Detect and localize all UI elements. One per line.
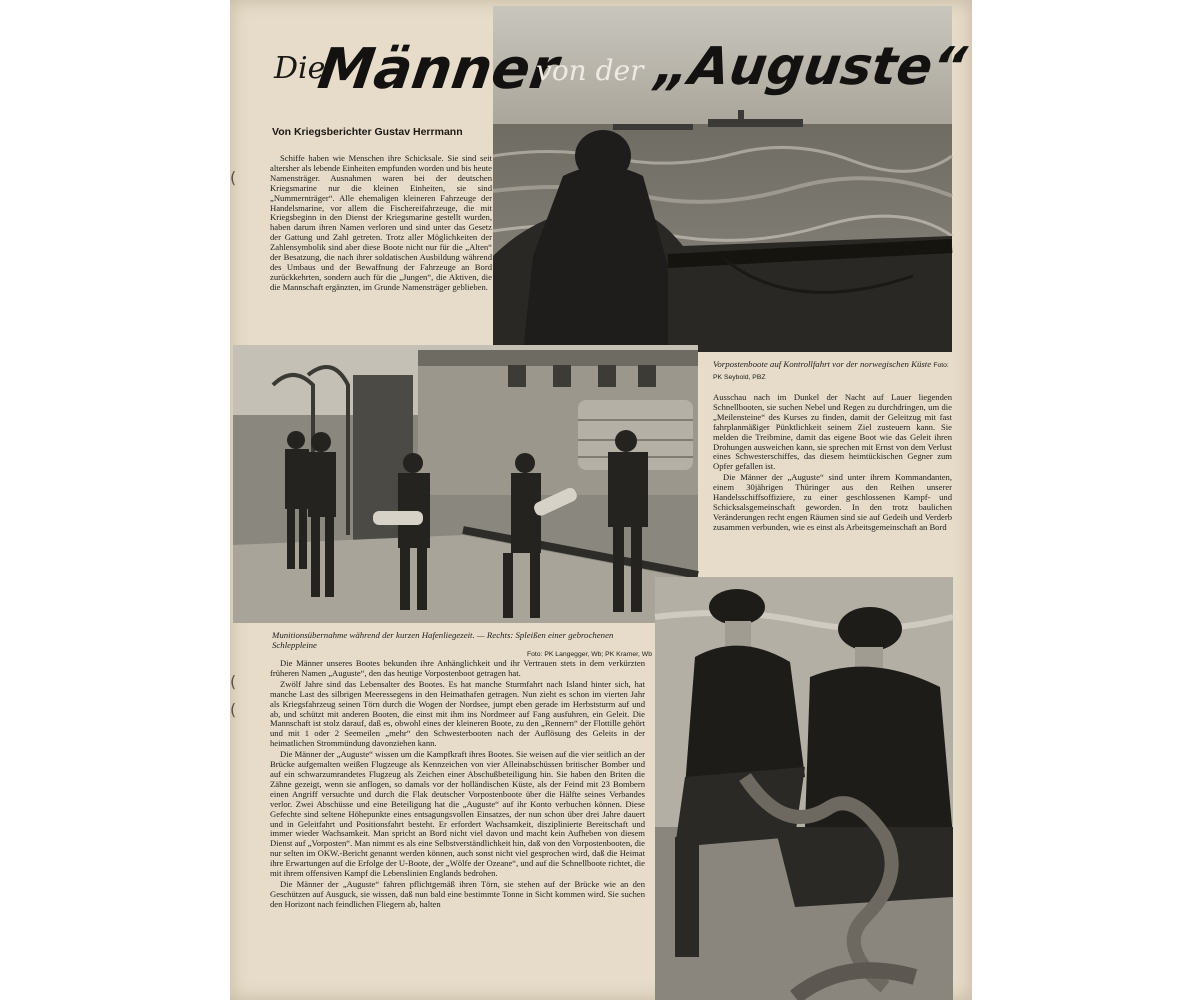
caption-middle xyxy=(272,630,652,660)
headline-maenner: Männer xyxy=(314,37,563,102)
intro-text xyxy=(270,154,492,294)
caption-middle-credit: Foto: PK Langegger, Wb; PK Kramer, Wb xyxy=(526,651,652,658)
photo-splicing-rope xyxy=(655,577,953,1000)
headline xyxy=(268,18,970,113)
main-column-text xyxy=(270,659,645,911)
paragraph: Die Männer unseres Bootes bekunden ihre Anhänglichkeit und ihr Vertrauen stets in dem verkürzten früheren Namen „Auguste“, den das heutige Vorpostenboot getragen hat. xyxy=(270,658,645,678)
paragraph: Zwölf Jahre sind das Lebensalter des Bootes. Es hat manche Sturmfahrt nach Island hinter sich, hat manche Last des silbrigen Meeressegens in den Heimathafen getragen. Nun zieht es schon im vierten Jahr als Kriegsfahrzeug seinen Törn durch die Wogen der Nordsee, jumpt eben gerade im Herbststurm auf und ab, und schützt mit anderen Booten, die einst mit ihm ins Nordmeer auf Fang ausfuhren, ein Geleit. Die Mannschaft ist stolz darauf, daß es, obwohl eines der kleineren Boote, zu den „Rennern“ der Flottille gehört und mit 1 oder 2 Seemeilen „mehr“ den Schwesterbooten nach der Auflösung des Geleits in der heimatlichen Strommündung davonziehen kann. xyxy=(270,678,645,749)
headline-die: Die xyxy=(274,51,326,86)
paragraph: Die Männer der „Auguste“ sind unter ihrem Kommandanten, einem 30jährigen Thüringer aus den Reihen unserer Handelsschiffsoffiziere, zu einer geschlossenen Kampf- und Schicksalsgemeinschaft geworden. In den trotz baulichen Veränderungen recht engen Räumen sind sie auf Gedeih und Verderb zusammen verbunden, wie es einst als Arbeitsgemeinschaft an Bord xyxy=(713,472,952,532)
caption-middle-text: Munitionsübernahme während der kurzen Hafenliegezeit. — Rechts: Spleißen einer gebrochenen Schleppleine xyxy=(272,630,614,650)
right-column-text xyxy=(713,393,952,534)
byline: Von Kriegsberichter Gustav Herrmann xyxy=(272,126,463,138)
binding-mark: ( xyxy=(230,700,237,719)
caption-top xyxy=(713,359,953,383)
headline-von-der: von der xyxy=(536,54,644,87)
caption-top-credit: Foto: PK Seybold, PBZ xyxy=(713,362,949,381)
headline-auguste: „Auguste“ xyxy=(651,37,970,97)
binding-mark: ( xyxy=(230,672,237,691)
paragraph: Die Männer der „Auguste“ fahren pflichtgemäß ihren Törn, sie stehen auf der Brücke wie an den Geschützen auf Ausguck, sie wissen, daß nun bald eine bestimmte Tonne in Sicht kommen wird. Sie suchen den Horizont nach feindlichen Fliegern ab, halten xyxy=(270,878,645,909)
magazine-page xyxy=(230,0,972,1000)
paragraph: Schiffe haben wie Menschen ihre Schicksale. Sie sind seit altersher als lebende Einheiten empfunden worden und bis heute Namensträger. Ausnahmen waren bei der deutschen Kriegsmarine nur die kleinen Einheiten, sie sind „Nummernträger“. Alle ehemaligen kleineren Fahrzeuge der Handelsmarine, vor allem die Fischereifahrzeuge, die mit Kriegsbeginn in den Dienst der Kriegsmarine gestellt wurden, haben darum ihren Namen verloren und sind unter das Gesetz der Gattung und Zahl getreten. Trotz aller Möglichkeiten der Zahlensymbolik sind aber diese Boote nicht nur für die „Alten“ der Besatzung, die nach ihrer soldatischen Ausbildung während des Umbaus und der Bewaffnung der Fahrzeuge an Bord zurückkehrten, sondern auch für die „Jungen“, die Aktiven, die die Mannschaft ergänzten, im Grunde Namensträger geblieben. xyxy=(270,153,492,292)
binding-mark: ( xyxy=(230,168,237,187)
caption-top-text: Vorpostenboote auf Kontrollfahrt vor der norwegischen Küste xyxy=(713,359,932,369)
paragraph: Die Männer der „Auguste“ wissen um die Kampfkraft ihres Bootes. Sie weisen auf die vier seitlich an der Brücke aufgemalten weißen Flugzeuge als Kennzeichen von vier Alleinabschüssen britischer Bomber und auf ein schwarzumrandetes Flugzeug als Zeichen einer Abschußbeteiligung hin. Sie haben den Briten die Zähne gezeigt, wenn sie anflogen, so damals vor der holländischen Küste, als der Feind mit 23 Bombern einen Angriff versuchte und durch die Flak deutscher Vorpostenboote über die Hälfte seines Verbandes verlor. Zwei Abschüsse und eine Beteiligung hat die „Auguste“ auf ihr Konto verbuchen können. Diese Gefechte sind seltene Höhepunkte eines entsagungsvollen Einsatzes, der nun schon über drei Jahre dauert und in Geleitfahrt und Positionsfahrt besteht. Er erfordert Wachsamkeit, disziplinierte Bereitschaft und immer wieder Wachsamkeit. Man spricht an Bord nicht viel davon und macht kein Aufheben von diesem Dienst auf „Vorposten“. Man nimmt es als eine Selbstverständlichkeit hin, daß von den Vorpostenbooten, die nur selten im OKW.-Bericht genannt werden können, auch sonst nicht viel gesprochen wird, daß die Heimat ihre Erwartungen auf die Erfolge der U-Boote, der „Wölfe der Ozeane“, und auf die Schnellboote richtet, die mit ihrem offensiven Kampf die Lebenslinien Englands bedrohen. xyxy=(270,749,645,879)
photo-ammunition-handover xyxy=(233,345,698,623)
paragraph: Ausschau nach im Dunkel der Nacht auf Lauer liegenden Schnellbooten, sie suchen Nebel und Regen zu durchdringen, um die „Meilensteine“ des Kurses zu finden, damit der Geleitzug mit fast fahrplanmäßiger Pünktlichkeit seinem Ziel zusteuern kann. Sie melden die Treibmine, damit das eigene Boot wie das Geleit ihren Drohungen ausweichen kann, sie sprechen mit Ernst von dem Verlust eines Schwesterschiffes, das diesem heimtückischen Gegner zum Opfer gefallen ist. xyxy=(713,392,952,472)
